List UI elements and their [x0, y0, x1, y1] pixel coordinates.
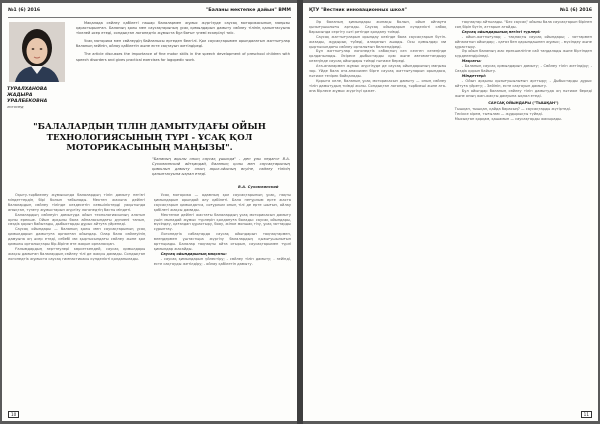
left-page-header [8, 7, 291, 18]
left-body-column-1 [8, 193, 145, 407]
right-header-issue: №1 (6) 2016 [559, 8, 592, 13]
body-paragraph: Логопедтік сабақтарда саусақ ойындарын тақпақтармен, өлеңдермен ұштастыра жүргізу балалардың қызығушылығын арттырады. Балалар тақпақты айта отырып, саусақтарымен түрлі қимылдар жасайды. [153, 232, 291, 251]
body-paragraph: Ғалымдардың зерттеулері көрсеткендей, саусақ қимылдары жақсы дамыған балалардың сөйлеу тілі де жақсы дамиды. Сондықтан логопедтік жұмыста саусақ гимнастикасы күнделікті қолданылады. [8, 246, 146, 261]
epigraph: "Баланың ақылы оның саусақ ұшында" - деп ұлы педагог В.А. Сухомлинский айтқандай, баланың қолы мен саусақтарының қимылын дамыту оның ақыл-ойының өсуіне, сөйлеу тілінің қалыптасуына ықпал етеді. [152, 157, 290, 176]
games-list-item: Мысықтан қорқам, қашамын — саусақтарды жасырады. [454, 117, 563, 122]
body-paragraph: Әр баланың қимылдары жинақы болып, ойын ойнауға қызығушылығы артады. Саусақ ойындарын күнделікті сабақ барысында сергіту сәті ретінде қолдану тиімді. [309, 20, 447, 34]
body-paragraph: Саусақ ойындары — баланың қолы мен саусақтарының ұсақ қимылдарын дамытуға арналған ойындар. Олар бала сөйлеуінің дамуына оң әсер етеді, себебі ми қыртысындағы сөйлеу және қол қимылы орталықтары бір-біріне өте жақын орналасқан. [8, 227, 146, 247]
left-page-number: 10 [8, 411, 19, 418]
left-body-column-2 [154, 193, 291, 407]
body-paragraph: тақпақтар айтылады. "Бес саусақ" ойыны бала саусақтарын бірінен соң бірін бүгіп, аттарын атайды. [454, 20, 592, 29]
body-paragraph: Мектепке дейінгі жастағы балалардың ұсақ моторикасын дамыту үшін мынадай жұмыс түрлерін қолдануға болады: саусақ ойындары, мүсіндеу, қағаздан құрастыру, бояу, жіпке моншақ тізу, ұсақ заттарды сұрыптау. [153, 212, 291, 232]
body-subheading: Мақсаты: [461, 59, 482, 64]
abstract-paragraph-english: The article discusses the importance of fine motor skills in the speech development of preschool children with speech disorders and gives practical exercises for logopedic work. [76, 52, 290, 62]
abstract-paragraph: Мақалада сөйлеу қабілеті нашар балалармен жұмыс жүргізуде саусақ моторикасының маңызы қарастырылған. Баланың қолы мен саусақтарының ұсақ қимылдарын дамыту сөйлеу тілінің қалыптасуына тікелей әсер етеді, сондықтан логопедтік жұмыста бұл бағыт үнемі ескерілуі тиіс. [76, 21, 290, 36]
body-paragraph: Оқыту-тәрбиелеу жұмысында балалардың тілін дамыту негізгі міндеттердің бірі болып табылады. Мектеп жасына дейінгі балалардың сөйлеу тілінде кездесетін кемшіліктерді уақытында анықтап, түзету жұмыстарын жүргізу логопедтің басты міндеті. [8, 193, 146, 212]
games-list-item: Тесікке кірем, тығылам — жұдырықты түйеді. [454, 112, 543, 117]
body-list: - Ойын арқылы қызығушылығын арттыру; - Дыбыстарды дұрыс айтуға үйрету; - Зейінін, есте сақтауын дамыту. [454, 78, 592, 88]
body-subheading: Саусақ ойындарының негізгі түрлері: [461, 29, 541, 34]
epigraph-author: В.А. Сухомлинский [238, 185, 279, 189]
left-page [2, 3, 297, 421]
author-photo [9, 22, 65, 82]
right-body-column-2 [455, 20, 592, 407]
body-paragraph: Бұл ойындар баланың сөйлеу тілін дамытуда оң нәтиже береді және оның жан-жақты дамуына ықпал етеді. [454, 88, 592, 98]
author-role: логопед [7, 104, 24, 109]
article-abstract [76, 21, 290, 66]
right-page-header [309, 7, 592, 18]
right-body-column-1 [309, 20, 446, 407]
body-list: - ойын-жаттығулар; - тақпақты саусақ ойындары; - заттармен ойналатын ойындар; - қағаз бен қарындашпен жұмыс; - мүсіндеу және құрастыру. [454, 34, 592, 49]
right-page [303, 3, 598, 421]
right-header-label [309, 8, 407, 13]
games-list-item: Тышқан, тышқан, қайда барасың? — саусақтарды жүгіртеді. [454, 107, 571, 112]
right-header-short: ҚТУ [309, 8, 320, 13]
abstract-paragraph: Ұсақ моторика мен сөйлеудің байланысы ертеден белгілі. Қол саусақтарымен орындалатын жаттығулар баланың зейінін, ойлау қабілетін және есте сақтауын жетілдіреді. [76, 39, 290, 49]
body-paragraph: Балалардың сөйлеуін дамытуда ойын технологиясының алатын орны ерекше. Ойын арқылы бала айналасындағы дүниені танып, сөздік қорын байытады, дыбыстарды дұрыс айтуға үйренеді. [8, 212, 146, 227]
body-paragraph: Ұсақ моторика — адамның қол саусақтарының ұсақ, нақты қимылдарын орындай алу қабілеті. Бала неғұрлым ерте жаста саусақтарын қимылдатса, соғұрлым оның тілі де ерте шығып, ойлау қабілеті жақсы дамиды. [153, 193, 291, 212]
author-name: ТУРАЛХАНОВА ЖАДЫРА УРАЛБЕКОВНА [7, 87, 48, 104]
body-subheading: Саусақ ойындарының мақсаты: [160, 251, 227, 256]
games-list [455, 107, 592, 122]
right-page-number: 11 [581, 411, 592, 418]
body-paragraph: Бұл жаттығулар логопедтік сабақтың кез келген кезеңінде қолданылады. Әсіресе дыбыстарды қою және автоматтандыру кезеңінде саусақ ойындары тиімді нәтиже береді. [309, 49, 447, 64]
body-list: - Баланың саусақ қимылдарын дамыту; - Сөйлеу тілін жетілдіру; - Сөздік қорын байыту. [454, 64, 592, 74]
body-list: - саусақ қимылдарын үйлестіру; - сөйлеу тілін дамыту; - зейінді, есте сақтауды жетілдіру; - ойлау қабілетін дамыту. [153, 256, 291, 266]
left-body-columns [8, 193, 291, 407]
left-header-issue: №1 (6) 2016 [8, 8, 41, 13]
body-paragraph: Саусақ жаттығуларын орындау кезінде бала саусақтарын бүгіп-жазады, жұдырық түйеді, алақанын ашады. Осы қимылдар ми қыртысындағы сөйлеу орталығын белсендіреді. [309, 34, 447, 49]
body-paragraph: Әр ойын баланың жас ерекшелігіне сай таңдалады және біртіндеп күрделендіріледі. [454, 49, 592, 59]
right-header-title: "Вестник инновационных школ" [320, 8, 407, 13]
left-header-title: "Баланы мектепке дайын" ВММ [205, 8, 291, 13]
right-body-columns [309, 20, 592, 407]
body-paragraph: Қорыта келе, баланың ұсақ моторикасын дамыту — оның сөйлеу тілін дамытудың тиімді жолы. Сондықтан логопед, тәрбиеші және ата-ана бірлесе жұмыс жүргізуі қажет. [309, 78, 447, 93]
games-section-title: САУСАҚ ОЙЫНДАРЫ ("ТЫШҚАН") [488, 100, 559, 105]
body-subheading: Міндеттері: [461, 73, 487, 78]
body-paragraph: Ата-аналармен жұмыс жүргізуде де саусақ ойындарының маңызы зор. Үйде бала ата-анасымен бірге саусақ жаттығуларын орындаса, нәтиже тезірек байқалады. [309, 64, 447, 78]
article-headline: "БАЛАЛАРДЫҢ ТІЛІН ДАМЫТУДАҒЫ ОЙЫН ТЕХНОЛОГИЯСЫНЫҢ ТҮРІ - ҰСАҚ ҚОЛ МОТОРИКАСЫНЫҢ МАҢЫЗЫ". [33, 122, 266, 153]
author-portrait-image [9, 22, 65, 82]
